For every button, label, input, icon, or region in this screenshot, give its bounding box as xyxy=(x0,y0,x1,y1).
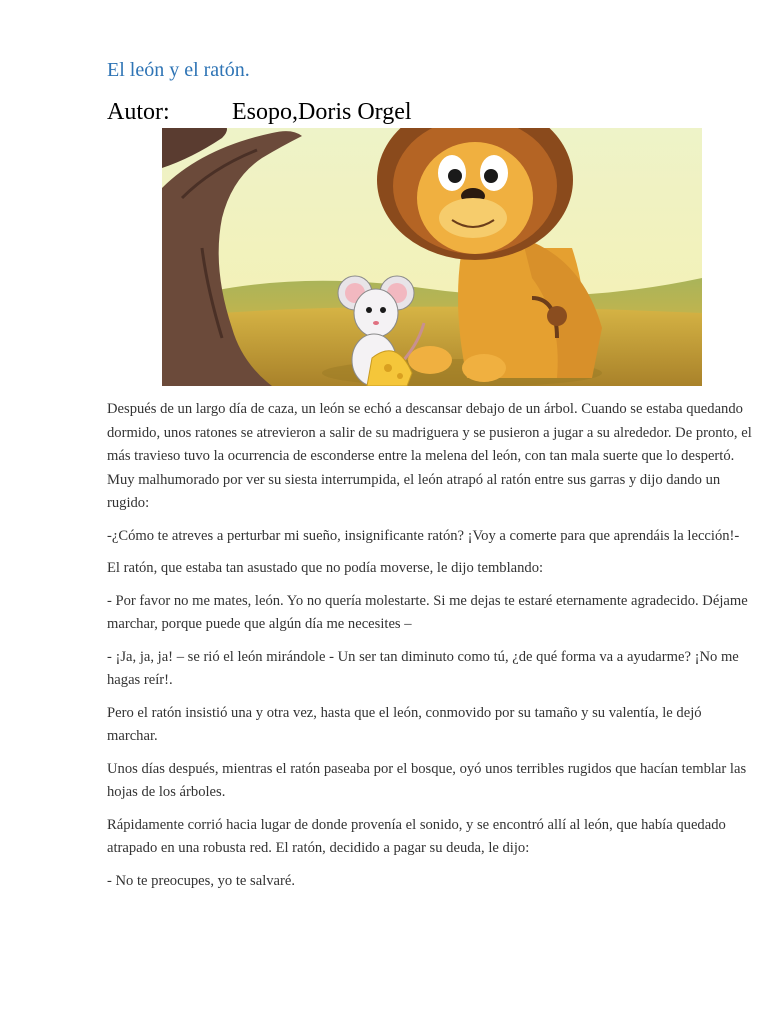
paragraph-4: - Por favor no me mates, león. Yo no quería molestarte. Si me dejas te estaré eternamente agradecido. Déjame marchar, porque puede que algún día me necesites – xyxy=(107,592,748,632)
author-label: Autor: xyxy=(107,99,170,125)
story-body xyxy=(107,398,755,902)
author-line xyxy=(107,99,412,126)
paragraph-8: Rápidamente corrió hacia lugar de donde provenía el sonido, y se encontró allí al león, que había quedado atrapado en una robusta red. El ratón, decidido a pagar su deuda, le dijo: xyxy=(107,816,726,856)
paragraph-2: -¿Cómo te atreves a perturbar mi sueño, insignificante ratón? ¡Voy a comerte para que aprendáis la lección!- xyxy=(107,527,740,544)
paragraph-3: El ratón, que estaba tan asustado que no podía moverse, le dijo temblando: xyxy=(107,560,544,576)
paragraph-7: Unos días después, mientras el ratón paseaba por el bosque, oyó unos terribles rugidos que hacían temblar las hojas de los árboles. xyxy=(107,760,747,800)
paragraph-6: Pero el ratón insistió una y otra vez, hasta que el león, conmovido por su tamaño y su valentía, le dejó marchar. xyxy=(107,704,702,744)
paragraph-9: - No te preocupes, yo te salvaré. xyxy=(107,872,296,889)
lion-and-mouse-illustration xyxy=(162,128,702,386)
paragraph-5: - ¡Ja, ja, ja! – se rió el león mirándole - Un ser tan diminuto como tú, ¿de qué forma va a ayudarme? ¡No me hagas reír!. xyxy=(107,648,739,688)
paragraph-1: Después de un largo día de caza, un león se echó a descansar debajo de un árbol. Cuando se estaba quedando dormido, unos ratones se atrevieron a salir de su madriguera y se pusieron a jugar a su alrededor. De pronto, el más travieso tuvo la ocurrencia de esconderse entre la melena del león, con tan mala suerte que lo despertó. Muy malhumorado por ver su siesta interrumpida, el león atrapó al ratón entre sus garras y dijo dando un rugido: xyxy=(107,401,752,511)
author-name: Esopo,Doris Orgel xyxy=(232,99,412,125)
story-title: El león y el ratón. xyxy=(107,59,250,81)
